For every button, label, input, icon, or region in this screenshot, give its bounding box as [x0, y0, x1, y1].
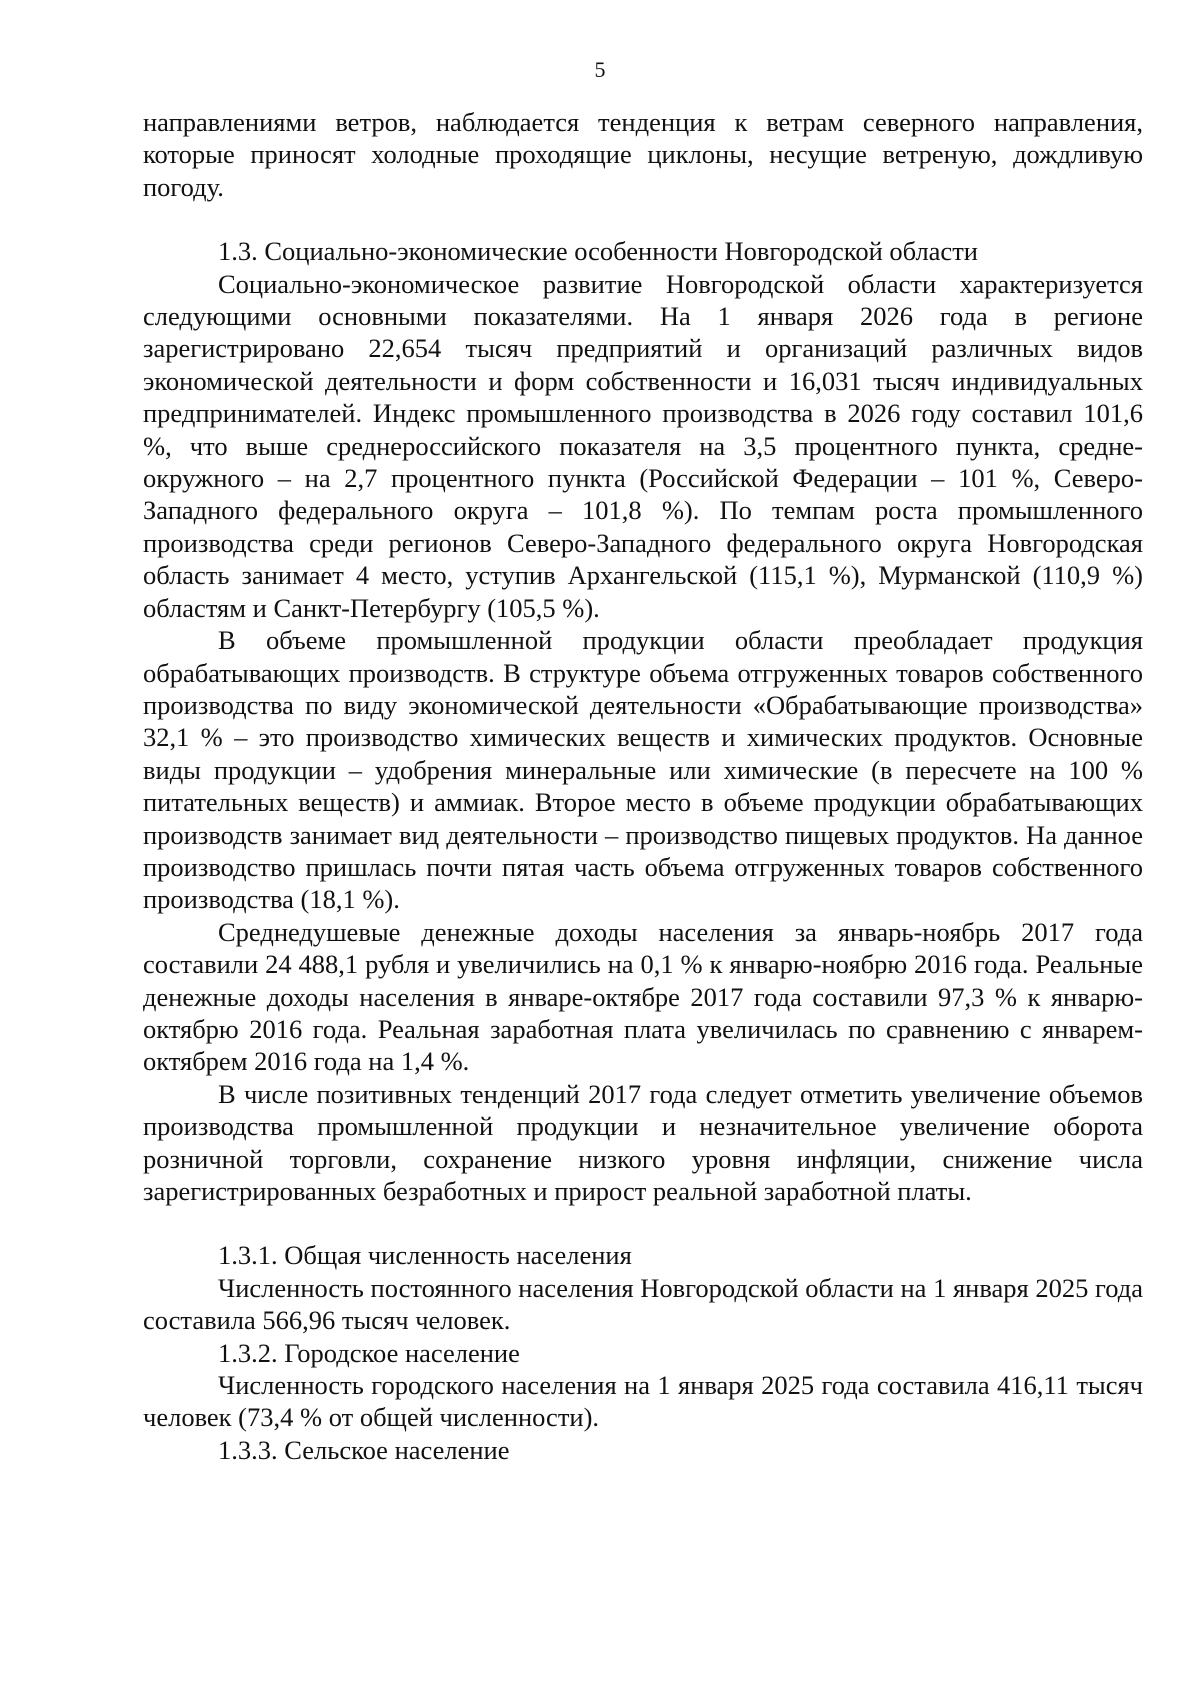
- section-heading-1-3-2: 1.3.2. Городское население: [218, 1337, 520, 1368]
- blank-line: [143, 1207, 1143, 1239]
- blank-line: [143, 203, 1143, 235]
- paragraph-positive-trends: В числе позитивных тенденций 2017 года следует отметить увеличение объемов производства промышленной продукции и незначительное увеличение оборота розничной торговли, сохранение низкого уровня инфляции, снижение числа зарегистрированных безработных и прирост реальной заработной платы.: [143, 1078, 1143, 1206]
- section-heading-1-3: 1.3. Социально-экономические особенности Новгородской области: [218, 236, 978, 267]
- paragraph-socioeconomic-indicators: Социально-экономическое развитие Новгородской области характеризуется следующими основными показателями. На 1 января 2026 года в регионе зарегистрировано 22,654 тысяч предприятий и организаций различных видов экономической деятельности и форм собственности и 16,031 тысяч индивидуальных предпринимателей. Индекс промышленного производства в 2026 году составил 101,6 %, что выше среднероссийского показателя на 3,5 процентного пункта, средне-окружного – на 2,7 процентного пункта (Российской Федерации – 101 %, Северо-Западного федерального округа – 101,8 %). По темпам роста промышленного производства среди регионов Северо-Западного федерального округа Новгородская область занимает 4 место, уступив Архангельской (115,1 %), Мурманской (110,9 %) областям и Санкт-Петербургу (105,5 %).: [143, 268, 1143, 623]
- paragraph-total-population: Численность постоянного населения Новгородской области на 1 января 2025 года составила 566,96 тысяч человек.: [143, 1272, 1143, 1336]
- paragraph-urban-population: Численность городского населения на 1 января 2025 года составила 416,11 тысяч человек (73,4 % от общей численности).: [143, 1370, 1143, 1433]
- paragraph-wind-continuation: направлениями ветров, наблюдается тенденция к ветрам северного направления, которые приносят холодные проходящие циклоны, несущие ветреную, дождливую погоду.: [143, 107, 1143, 202]
- section-heading-1-3-1: 1.3.1. Общая численность населения: [218, 1240, 632, 1271]
- section-heading-1-3-3: 1.3.3. Сельское население: [218, 1434, 510, 1465]
- paragraph-income: Среднедушевые денежные доходы населения за январь-ноябрь 2017 года составили 24 488,1 рубля и увеличились на 0,1 % к январю-ноябрю 2016 года. Реальные денежные доходы населения в январе-октябре 2017 года составили 97,3 % к январю-октябрю 2016 года. Реальная заработная плата увеличилась по сравнению с январем-октябрем 2016 года на 1,4 %.: [143, 916, 1143, 1077]
- document-body: [143, 106, 1143, 1466]
- paragraph-industrial-production: В объеме промышленной продукции области преобладает продукция обрабатывающих производств. В структуре объема отгруженных товаров собственного производства по виду экономической деятельности «Обрабатывающие производства» 32,1 % – это производство химических веществ и химических продуктов. Основные виды продукции – удобрения минеральные или химические (в пересчете на 100 % питательных веществ) и аммиак. Второе место в объеме продукции обрабатывающих производств занимает вид деятельности – производство пищевых продуктов. На данное производство пришлась почти пятая часть объема отгруженных товаров собственного производства (18,1 %).: [143, 625, 1143, 915]
- page-number: 5: [594, 57, 606, 82]
